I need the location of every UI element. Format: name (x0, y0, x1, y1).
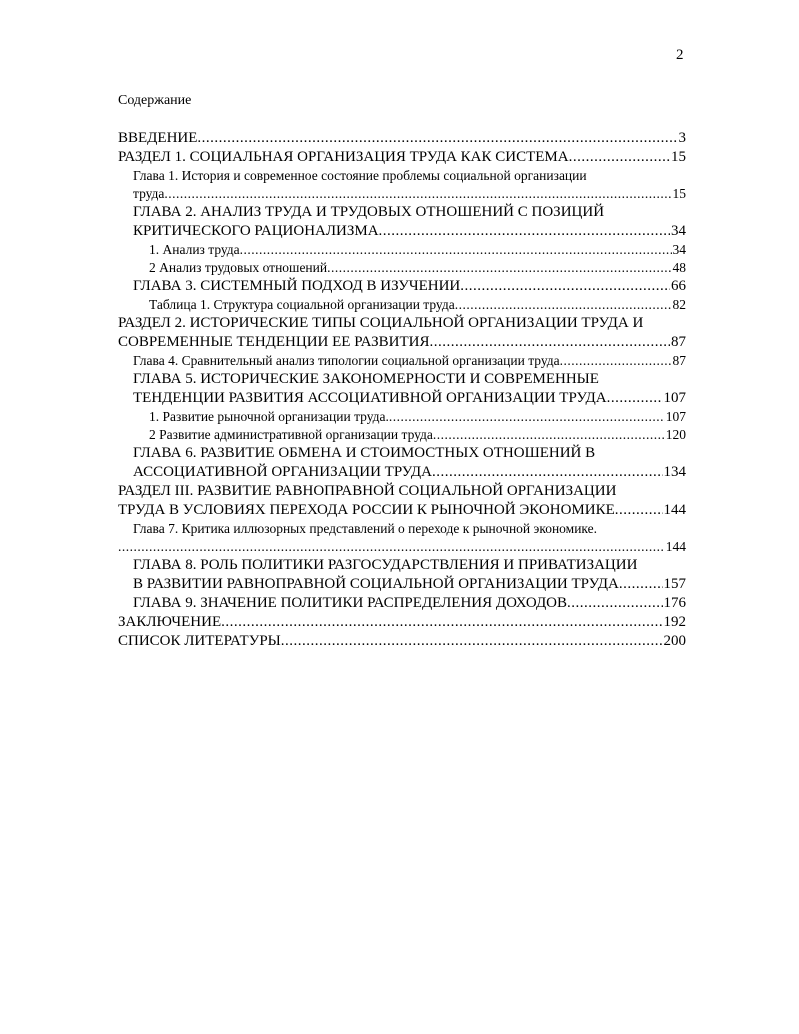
toc-entry-chapter-4[interactable]: Глава 4. Сравнительный анализ типологии социальной организации труда ..... 87 (118, 352, 686, 370)
toc-entry-chapter-6-cont[interactable]: АССОЦИАТИВНОЙ ОРГАНИЗАЦИИ ТРУДА ..... 134 (118, 463, 686, 482)
toc-entry-section-2-cont[interactable]: СОВРЕМЕННЫЕ ТЕНДЕНЦИИ ЕЕ РАЗВИТИЯ ..... 87 (118, 333, 686, 352)
toc-entry-market-organization[interactable]: 1. Развитие рыночной организации труда. ..... 107 (118, 408, 686, 426)
toc-entry-chapter-9[interactable]: ГЛАВА 9. ЗНАЧЕНИЕ ПОЛИТИКИ РАСПРЕДЕЛЕНИЯ ДОХОДОВ ..... 176 (118, 594, 686, 613)
toc-entry-chapter-6[interactable]: ГЛАВА 6. РАЗВИТИЕ ОБМЕНА И СТОИМОСТНЫХ ОТНОШЕНИЙ В (133, 445, 596, 461)
toc-entry-introduction[interactable]: ВВЕДЕНИЕ ..... 3 (118, 129, 686, 148)
toc-entry-section-1[interactable]: РАЗДЕЛ 1. СОЦИАЛЬНАЯ ОРГАНИЗАЦИЯ ТРУДА КАК СИСТЕМА ..... 15 (118, 148, 686, 167)
toc-entry-administrative-organization[interactable]: 2 Развитие административной организации труда ..... 120 (118, 426, 686, 444)
toc-entry-chapter-5[interactable]: ГЛАВА 5. ИСТОРИЧЕСКИЕ ЗАКОНОМЕРНОСТИ И СОВРЕМЕННЫЕ (133, 371, 599, 387)
toc-entry-section-3-cont[interactable]: ТРУДА В УСЛОВИЯХ ПЕРЕХОДА РОССИИ К РЫНОЧНОЙ ЭКОНОМИКЕ ..... 144 (118, 501, 686, 520)
toc-heading: Содержание (118, 93, 192, 108)
toc-entry-chapter-1[interactable]: Глава 1. История и современное состояние проблемы социальной организации (133, 168, 587, 183)
toc-entry-labor-analysis[interactable]: 1. Анализ труда ..... 34 (118, 241, 686, 259)
toc-entry-conclusion[interactable]: ЗАКЛЮЧЕНИЕ ..... 192 (118, 613, 686, 632)
toc-entry-section-2[interactable]: РАЗДЕЛ 2. ИСТОРИЧЕСКИЕ ТИПЫ СОЦИАЛЬНОЙ ОРГАНИЗАЦИИ ТРУДА И (118, 315, 644, 331)
page-number: 2 (676, 47, 684, 63)
toc-entry-chapter-7[interactable]: Глава 7. Критика иллюзорных представлений о переходе к рыночной экономике. (133, 521, 598, 536)
toc-entry-chapter-8-cont[interactable]: В РАЗВИТИИ РАВНОПРАВНОЙ СОЦИАЛЬНОЙ ОРГАНИЗАЦИИ ТРУДА ..... 157 (118, 575, 686, 594)
toc-entry-labor-relations[interactable]: 2 Анализ трудовых отношений ..... 48 (118, 259, 686, 277)
toc-entry-chapter-2-cont[interactable]: КРИТИЧЕСКОГО РАЦИОНАЛИЗМА ..... 34 (118, 222, 686, 241)
toc-entry-chapter-3[interactable]: ГЛАВА 3. СИСТЕМНЫЙ ПОДХОД В ИЗУЧЕНИИ ..... 66 (118, 277, 686, 296)
toc-entry-section-3[interactable]: РАЗДЕЛ III. РАЗВИТИЕ РАВНОПРАВНОЙ СОЦИАЛЬНОЙ ОРГАНИЗАЦИИ (118, 483, 617, 499)
table-of-contents (118, 129, 686, 651)
toc-entry-table-1[interactable]: Таблица 1. Структура социальной организации труда ..... 82 (118, 296, 686, 314)
toc-entry-chapter-1-cont[interactable]: труда ..... 15 (118, 185, 686, 203)
toc-entry-bibliography[interactable]: СПИСОК ЛИТЕРАТУРЫ ..... 200 (118, 632, 686, 651)
toc-entry-chapter-7-cont[interactable]: ..... 144 (118, 538, 686, 556)
toc-entry-chapter-5-cont[interactable]: ТЕНДЕНЦИИ РАЗВИТИЯ АССОЦИАТИВНОЙ ОРГАНИЗАЦИИ ТРУДА ..... 107 (118, 389, 686, 408)
toc-entry-chapter-8[interactable]: ГЛАВА 8. РОЛЬ ПОЛИТИКИ РАЗГОСУДАРСТВЛЕНИЯ И ПРИВАТИЗАЦИИ (133, 557, 638, 573)
toc-entry-chapter-2[interactable]: ГЛАВА 2. АНАЛИЗ ТРУДА И ТРУДОВЫХ ОТНОШЕНИЙ С ПОЗИЦИЙ (133, 204, 605, 220)
